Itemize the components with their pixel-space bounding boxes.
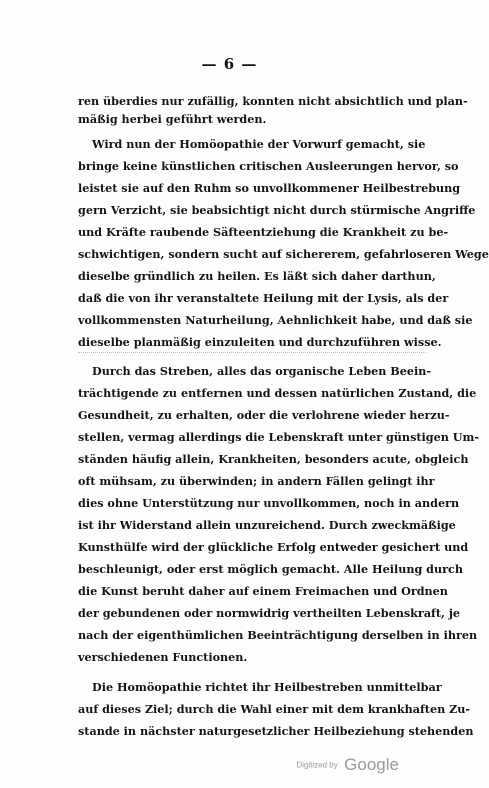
text-line: vollkommensten Naturheilung, Aehnlichkeit habe, und daß sie xyxy=(78,313,473,327)
text-line: Kunsthülfe wird der glückliche Erfolg entweder gesichert und xyxy=(78,540,469,554)
bleed-through-divider xyxy=(78,352,426,353)
text-line: dies ohne Unterstützung nur unvollkommen, noch in andern xyxy=(78,496,460,510)
paragraph-first-line: Wird nun der Homöopathie der Vorwurf gemacht, sie xyxy=(92,137,426,151)
text-line: bringe keine künstlichen critischen Ausleerungen hervor, so xyxy=(78,159,459,173)
text-line: nach der eigenthümlichen Beeinträchtigung derselben in ihren xyxy=(78,628,478,642)
text-line: ist ihr Widerstand allein unzureichend. Durch zweckmäßige xyxy=(78,518,456,532)
text-line: ständen häufig allein, Krankheiten, besonders acute, obgleich xyxy=(78,452,469,466)
text-line: der gebundenen oder normwidrig vertheilten Lebenskraft, je xyxy=(78,606,460,620)
text-line: gern Verzicht, sie beabsichtigt nicht durch stürmische Angriffe xyxy=(78,203,476,217)
text-line: daß die von ihr veranstaltete Heilung mit der Lysis, als der xyxy=(78,291,449,305)
text-line: mäßig herbei geführt werden. xyxy=(78,112,267,126)
digitized-label: Digitized by xyxy=(296,760,338,770)
paragraph-first-line: Die Homöopathie richtet ihr Heilbestreben unmittelbar xyxy=(92,680,442,694)
text-line: stellen, vermag allerdings die Lebenskraft unter günstigen Um- xyxy=(78,430,479,444)
text-line: oft mühsam, zu überwinden; in andern Fällen gelingt ihr xyxy=(78,474,435,488)
text-line: dieselbe gründlich zu heilen. Es läßt sich daher darthun, xyxy=(78,269,436,283)
text-line: Gesundheit, zu erhalten, oder die verlohrene wieder herzu- xyxy=(78,408,450,422)
text-line: schwichtigen, sondern sucht auf sichererem, gefahrloseren Wege xyxy=(78,247,489,261)
text-line: beschleunigt, oder erst möglich gemacht. Alle Heilung durch xyxy=(78,562,463,576)
digitized-watermark xyxy=(296,755,399,775)
text-line: verschiedenen Functionen. xyxy=(78,650,248,664)
text-line: und Kräfte raubende Säfteentziehung die Krankheit zu be- xyxy=(78,225,449,239)
text-line: trächtigende zu entfernen und dessen natürlichen Zustand, die xyxy=(78,386,477,400)
text-line: stande in nächster naturgesetzlicher Heilbeziehung stehenden xyxy=(78,724,474,738)
text-line: dieselbe planmäßig einzuleiten und durchzuführen wisse. xyxy=(78,335,442,349)
page-number: — 6 — xyxy=(201,55,258,73)
text-line: die Kunst beruht daher auf einem Freimachen und Ordnen xyxy=(78,584,448,598)
text-line: auf dieses Ziel; durch die Wahl einer mit dem krankhaften Zu- xyxy=(78,702,471,716)
paragraph-first-line: Durch das Streben, alles das organische Leben Beein- xyxy=(92,364,432,378)
text-line: leistet sie auf den Ruhm so unvollkommener Heilbestrebung xyxy=(78,181,461,195)
text-line: ren überdies nur zufällig, konnten nicht absichtlich und plan- xyxy=(78,94,468,108)
google-logo: Google xyxy=(344,755,399,774)
